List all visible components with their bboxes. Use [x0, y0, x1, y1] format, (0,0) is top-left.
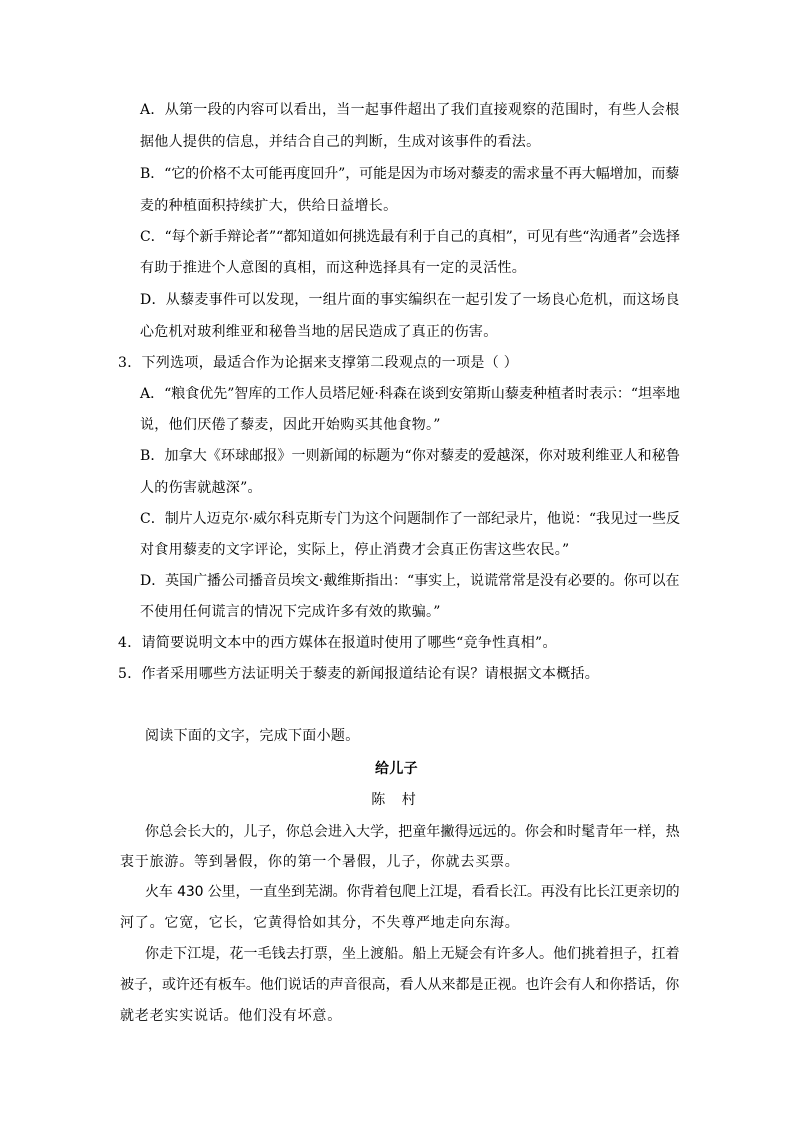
option-line: C．“每个新手辩论者”“都知道如何挑选最有利于自己的真相”，可见有些“沟通者”会选择	[140, 229, 680, 245]
option-line: A．从第一段的内容可以看出，当一起事件超出了我们直接观察的范围时，有些人会根	[140, 102, 680, 118]
passage-author: 陈 村	[371, 792, 422, 808]
option-line: B．“它的价格不太可能再度回升”，可能是因为市场对藜麦的需求量不再大幅增加，而藜	[140, 166, 680, 182]
paragraph-line: 你总会长大的，儿子，你总会进入大学，把童年撇得远远的。你会和时髦青年一样，热	[145, 824, 680, 840]
question-5: 5．作者采用哪些方法证明关于藜麦的新闻报道结论有误？请根据文本概括。	[118, 666, 600, 682]
option-line: 对食用藜麦的文字评论，实际上，停止消费才会真正伤害这些农民。”	[140, 542, 570, 558]
paragraph-line: 火车 430 公里，一直坐到芜湖。你背着包爬上江堤，看看长江。再没有比长江更亲切的	[145, 884, 680, 900]
option-line: 麦的种植面积持续扩大，供给日益增长。	[140, 198, 398, 214]
option-line: B．加拿大《环球邮报》一则新闻的标题为“你对藜麦的爱越深，你对玻利维亚人和秘鲁	[140, 448, 680, 464]
paragraph-line: 河了。它宽，它长，它黄得恰如其分，不失尊严地走向东海。	[120, 915, 520, 931]
option-line: 说，他们厌倦了藜麦，因此开始购买其他食物。”	[140, 417, 441, 433]
option-line: C．制片人迈克尔·威尔科克斯专门为这个问题制作了一部纪录片，他说：“我见过一些反	[140, 511, 681, 527]
paragraph-line: 衷于旅游。等到暑假，你的第一个暑假，儿子，你就去买票。	[120, 854, 520, 870]
reading-instruction: 阅读下面的文字，完成下面小题。	[145, 728, 360, 744]
passage-title: 给儿子	[375, 761, 418, 777]
option-line: D．从藜麦事件可以发现，一组片面的事实编织在一起引发了一场良心危机，而这场良	[140, 292, 680, 308]
option-line: 不使用任何谎言的情况下完成许多有效的欺骗。”	[140, 604, 441, 620]
option-line: A．“粮食优先”智库的工作人员塔尼娅·科森在谈到安第斯山藜麦种植者时表示：“坦率地	[140, 386, 681, 402]
option-line: 有助于推进个人意图的真相，而这种选择具有一定的灵活性。	[140, 260, 527, 276]
paragraph-line: 被子，或许还有板车。他们说话的声音很高，看人从来都是正视。也许会有人和你搭话，你	[120, 977, 680, 993]
question-3-stem: 3．下列选项，最适合作为论据来支撑第二段观点的一项是（ ）	[118, 355, 519, 371]
paragraph-line: 就老老实实说话。他们没有坏意。	[120, 1008, 342, 1024]
option-line: 据他人提供的信息，并结合自己的判断，生成对该事件的看法。	[140, 134, 541, 150]
option-line: 人的伤害就越深”。	[140, 480, 262, 496]
option-line: 心危机对玻利维亚和秘鲁当地的居民造成了真正的伤害。	[140, 324, 498, 340]
paragraph-line: 你走下江堤，花一毛钱去打票，坐上渡船。船上无疑会有许多人。他们挑着担子，扛着	[145, 946, 680, 962]
question-4: 4．请简要说明文本中的西方媒体在报道时使用了哪些“竞争性真相”。	[118, 635, 557, 651]
option-line: D．英国广播公司播音员埃文·戴维斯指出：“事实上，说谎常常是没有必要的。你可以在	[140, 573, 680, 589]
